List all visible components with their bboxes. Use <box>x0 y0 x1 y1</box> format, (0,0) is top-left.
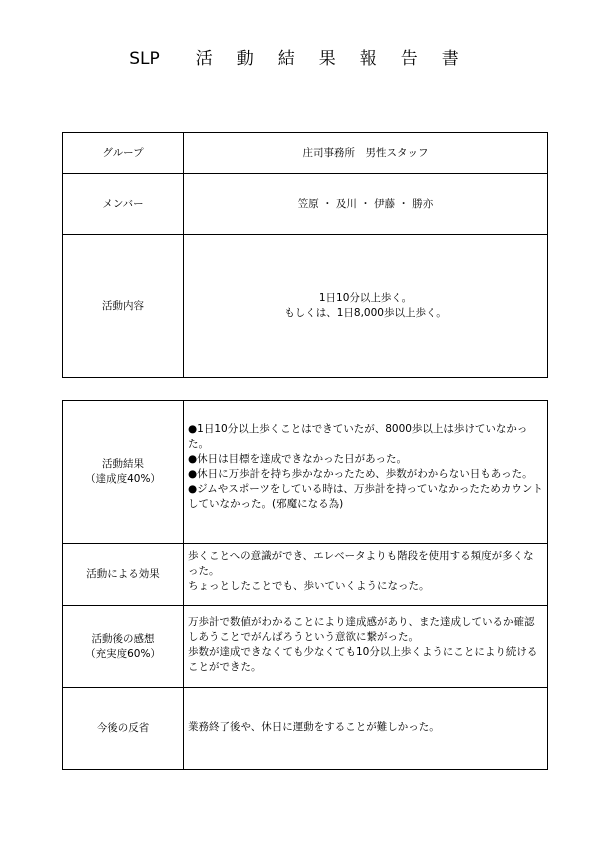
table-row <box>63 606 548 688</box>
result-line: ●1日10分以上歩くことはできていたが、8000歩以上は歩けていなかった。 <box>188 423 528 450</box>
impression-value <box>184 606 548 688</box>
effect-value <box>184 544 548 606</box>
title-char: 結 <box>277 49 295 69</box>
result-line: ●ジムやスポーツをしている時は、万歩計を持っていなかったためカウントしていなかった。(邪魔になる為) <box>188 483 543 510</box>
impression-label-line: （充実度60%） <box>85 647 161 660</box>
table-row <box>63 544 548 606</box>
activity-overview-table <box>62 132 548 378</box>
table-row <box>63 401 548 544</box>
title-char: 告 <box>400 49 418 69</box>
title-char: 報 <box>359 49 377 69</box>
table-row <box>63 235 548 378</box>
result-line: ●休日は目標を達成できなかった日があった。 <box>188 453 408 465</box>
page-title <box>0 44 600 69</box>
impression-line: 万歩計で数値がわかることにより達成感があり、また達成しているか確認しあうことでがんばろうという意欲に繋がった。 <box>188 616 535 643</box>
activity-label: 活動内容 <box>63 235 184 378</box>
table-row <box>63 133 548 174</box>
group-label: グループ <box>63 133 184 174</box>
title-char: 活 <box>195 49 213 69</box>
result-label <box>63 401 184 544</box>
result-label-line: （達成度40%） <box>85 473 161 485</box>
effect-line: ちょっとしたことでも、歩いていくようになった。 <box>188 580 430 592</box>
result-label-line: 活動結果 <box>102 458 144 470</box>
title-char: 動 <box>236 49 254 69</box>
table-row <box>63 688 548 770</box>
group-value: 庄司事務所 男性スタッフ <box>184 133 548 174</box>
activity-value <box>184 235 548 378</box>
title-char: 書 <box>441 49 459 69</box>
effect-line: 歩くことへの意識ができ、エレベータよりも階段を使用する頻度が多くなった。 <box>188 550 534 577</box>
activity-line: 1日10分以上歩く。 <box>318 292 413 304</box>
impression-label-line: 活動後の感想 <box>91 632 155 645</box>
activity-results-table <box>62 400 548 770</box>
reflection-value <box>184 688 548 770</box>
reflection-label: 今後の反省 <box>63 688 184 770</box>
reflection-line: 業務終了後や、休日に運動をすることが難しかった。 <box>188 721 440 733</box>
result-line: ●休日に万歩計を持ち歩かなかったため、歩数がわからない日もあった。 <box>188 468 533 480</box>
impression-line: 歩数が達成できなくても少なくても10分以上歩くようにことにより続けることができた。 <box>188 646 538 673</box>
activity-line: もしくは、1日8,000歩以上歩く。 <box>284 307 447 319</box>
title-char: 果 <box>318 49 336 69</box>
title-latin: SLP <box>129 49 160 69</box>
table-row <box>63 174 548 235</box>
impression-label <box>63 606 184 688</box>
members-value: 笠原 ・ 及川 ・ 伊藤 ・ 勝亦 <box>184 174 548 235</box>
effect-label: 活動による効果 <box>63 544 184 606</box>
members-label: メンバー <box>63 174 184 235</box>
result-value <box>184 401 548 544</box>
